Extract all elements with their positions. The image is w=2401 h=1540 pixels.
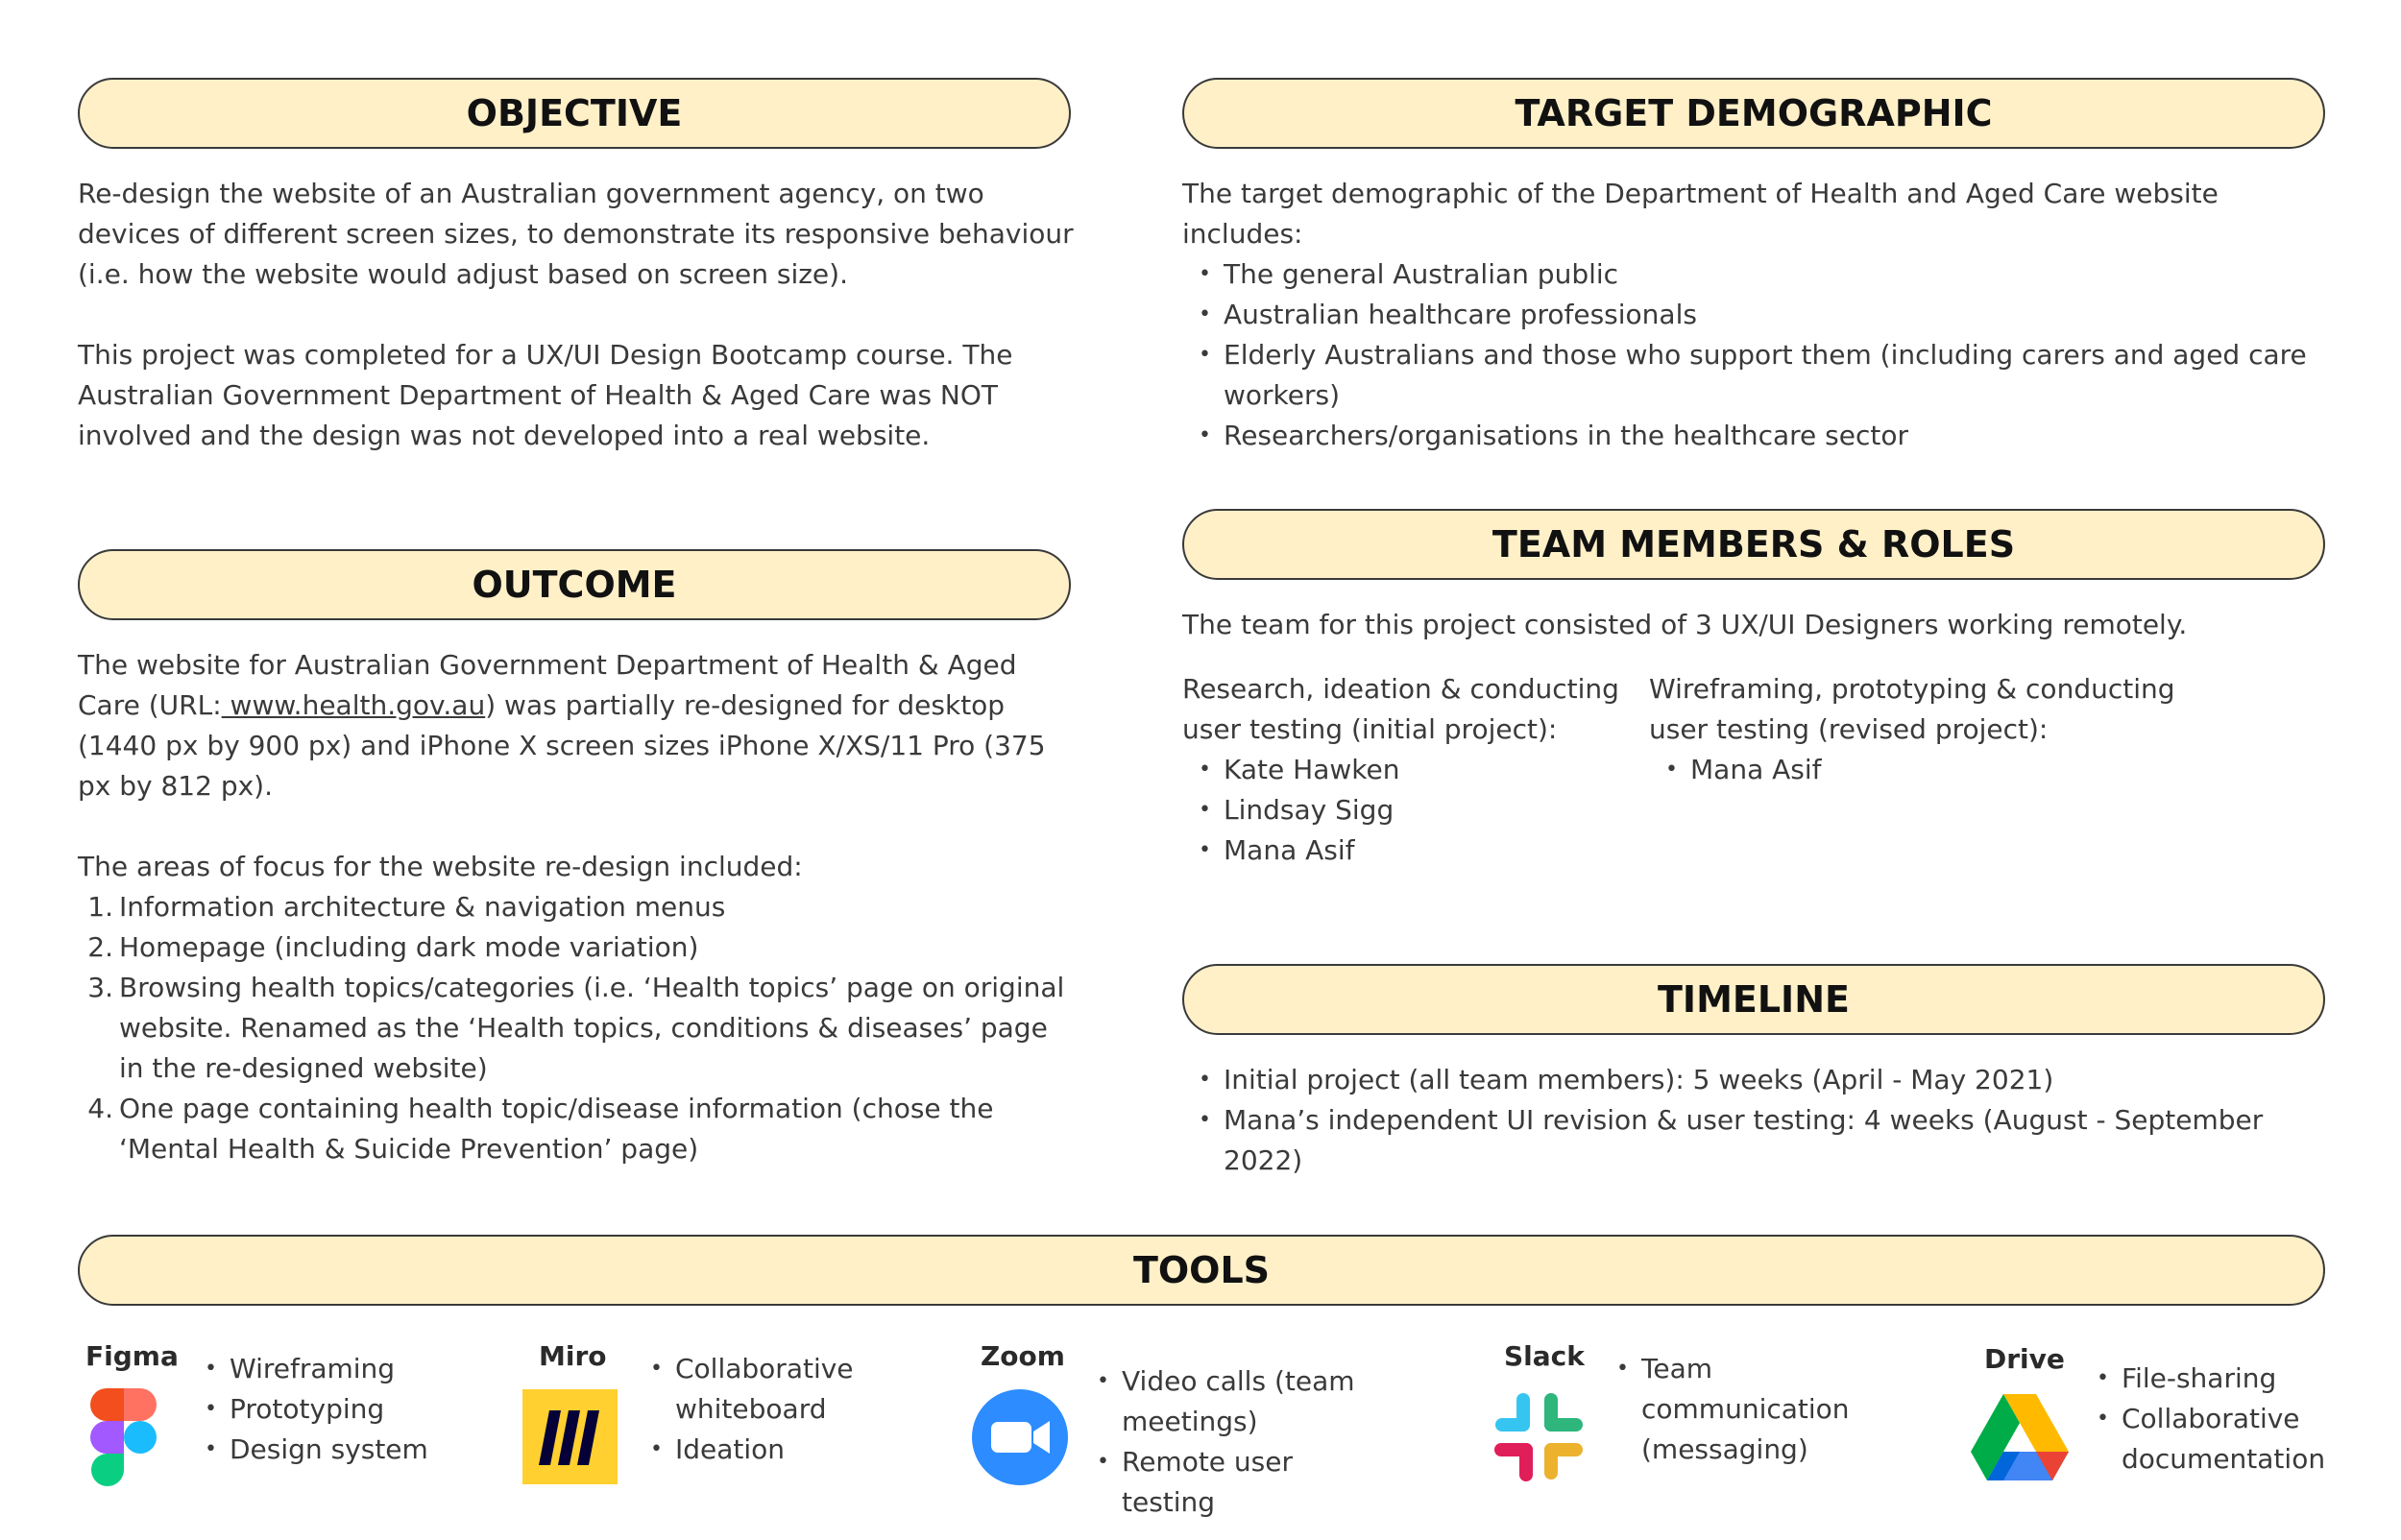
list-item: • Collaborative documentation: [2080, 1399, 2349, 1480]
miro-logo-icon: [522, 1389, 618, 1484]
miro-uses: [634, 1349, 922, 1470]
list-item: • Design system: [188, 1430, 448, 1470]
list-item: • Wireframing: [188, 1349, 448, 1389]
team-heading-text: TEAM MEMBERS & ROLES: [1492, 523, 2016, 565]
drive-uses: [2080, 1359, 2349, 1480]
list-item: • The general Australian public: [1182, 254, 2335, 295]
demographic-heading-text: TARGET DEMOGRAPHIC: [1515, 92, 1993, 134]
team-column-title: Wireframing, prototyping & conducting user testing (revised project):: [1649, 673, 2175, 745]
list-item: [78, 968, 1077, 1089]
list-item: • Remote user testing: [1080, 1442, 1388, 1523]
outcome-text-before-link: The website for Australian Government Department of Health & Aged Care (URL:: [78, 649, 1017, 721]
outcome-heading-text: OUTCOME: [472, 564, 677, 606]
slack-uses: [1600, 1349, 1850, 1470]
drive-label: Drive: [1984, 1343, 2065, 1375]
list-item: [78, 927, 1077, 968]
outcome-body: [78, 645, 1077, 1169]
list-item: • Video calls (team meetings): [1080, 1361, 1388, 1442]
timeline-heading-text: TIMELINE: [1658, 978, 1850, 1021]
list-text: Information architecture & navigation menus: [119, 891, 726, 923]
list-item: • Collaborative whiteboard: [634, 1349, 922, 1430]
list-item: • Ideation: [634, 1430, 922, 1470]
health-gov-link[interactable]: www.health.gov.au: [221, 689, 486, 721]
list-number: 4.: [87, 1093, 113, 1124]
objective-paragraph-2: This project was completed for a UX/UI Design Bootcamp course. The Australian Government Department of Health & Aged Care was NOT involved and the design was not developed into a real website.: [78, 339, 1013, 451]
list-item: • File-sharing: [2080, 1359, 2349, 1399]
list-item: [78, 887, 1077, 927]
figma-logo-icon: [90, 1388, 158, 1486]
miro-label: Miro: [539, 1340, 607, 1372]
figma-label: Figma: [85, 1340, 179, 1372]
team-column-title: Research, ideation & conducting user testing (initial project):: [1182, 673, 1619, 745]
tools-heading: [78, 1235, 2325, 1306]
team-members-list: [1649, 750, 2187, 790]
list-item: [78, 1089, 1077, 1169]
list-item: • Mana’s independent UI revision & user testing: 4 weeks (August - September 2022): [1182, 1100, 2335, 1181]
list-item: • Kate Hawken: [1182, 750, 1634, 790]
team-column-wireframing: [1649, 669, 2187, 790]
outcome-paragraph-1: [78, 645, 1077, 806]
list-text: Browsing health topics/categories (i.e. ‘Health topics’ page on original website. Renamed as the ‘Health topics, conditions & diseases’ page in the re-designed website): [119, 972, 1065, 1084]
tools-heading-text: TOOLS: [1132, 1249, 1271, 1291]
timeline-body: [1182, 1060, 2335, 1181]
list-text: Homepage (including dark mode variation): [119, 931, 699, 963]
list-item: • Elderly Australians and those who support them (including carers and aged care workers): [1182, 335, 2335, 416]
figma-uses: [188, 1349, 448, 1470]
list-number: 2.: [87, 931, 113, 963]
google-drive-logo-icon: [1971, 1394, 2069, 1480]
list-item: • Australian healthcare professionals: [1182, 295, 2335, 335]
demographic-intro: The target demographic of the Department of Health and Aged Care website includes:: [1182, 178, 2219, 250]
demographic-list: [1182, 254, 2335, 456]
list-item: • Mana Asif: [1182, 830, 1634, 871]
list-item: • Prototyping: [188, 1389, 448, 1430]
slack-label: Slack: [1504, 1340, 1585, 1372]
outcome-heading: [78, 549, 1071, 620]
slack-logo-icon: [1491, 1389, 1587, 1485]
list-item: • Lindsay Sigg: [1182, 790, 1634, 830]
outcome-areas-intro: The areas of focus for the website re-design included:: [78, 851, 803, 882]
timeline-list: [1182, 1060, 2335, 1181]
zoom-logo-icon: [972, 1389, 1068, 1485]
team-members-list: [1182, 750, 1634, 871]
objective-heading: [78, 78, 1071, 149]
list-item: • Team communication (messaging): [1600, 1349, 1850, 1470]
list-item: • Researchers/organisations in the healthcare sector: [1182, 416, 2335, 456]
objective-body: [78, 174, 1077, 456]
objective-heading-text: OBJECTIVE: [466, 92, 683, 134]
team-column-research: [1182, 669, 1634, 871]
list-item: • Mana Asif: [1649, 750, 2187, 790]
outcome-text-after-link: ) was partially re-designed for desktop (1440 px by 900 px) and iPhone X screen sizes iPhone X/XS/11 Pro (375 px by 812 px).: [78, 689, 1046, 802]
objective-paragraph-1: Re-design the website of an Australian government agency, on two devices of different screen sizes, to demonstrate its responsive behaviour (i.e. how the website would adjust based on screen size).: [78, 178, 1074, 290]
list-number: 3.: [87, 972, 113, 1003]
list-item: • Initial project (all team members): 5 weeks (April - May 2021): [1182, 1060, 2335, 1100]
outcome-areas-list: [78, 887, 1077, 1169]
demographic-heading: [1182, 78, 2325, 149]
zoom-label: Zoom: [981, 1340, 1065, 1372]
demographic-body: [1182, 174, 2335, 456]
list-text: One page containing health topic/disease information (chose the ‘Mental Health & Suicide Prevention’ page): [119, 1093, 994, 1165]
team-intro: The team for this project consisted of 3 UX/UI Designers working remotely.: [1182, 609, 2188, 640]
list-number: 1.: [87, 891, 113, 923]
zoom-uses: [1080, 1361, 1388, 1523]
timeline-heading: [1182, 964, 2325, 1035]
team-heading: [1182, 509, 2325, 580]
